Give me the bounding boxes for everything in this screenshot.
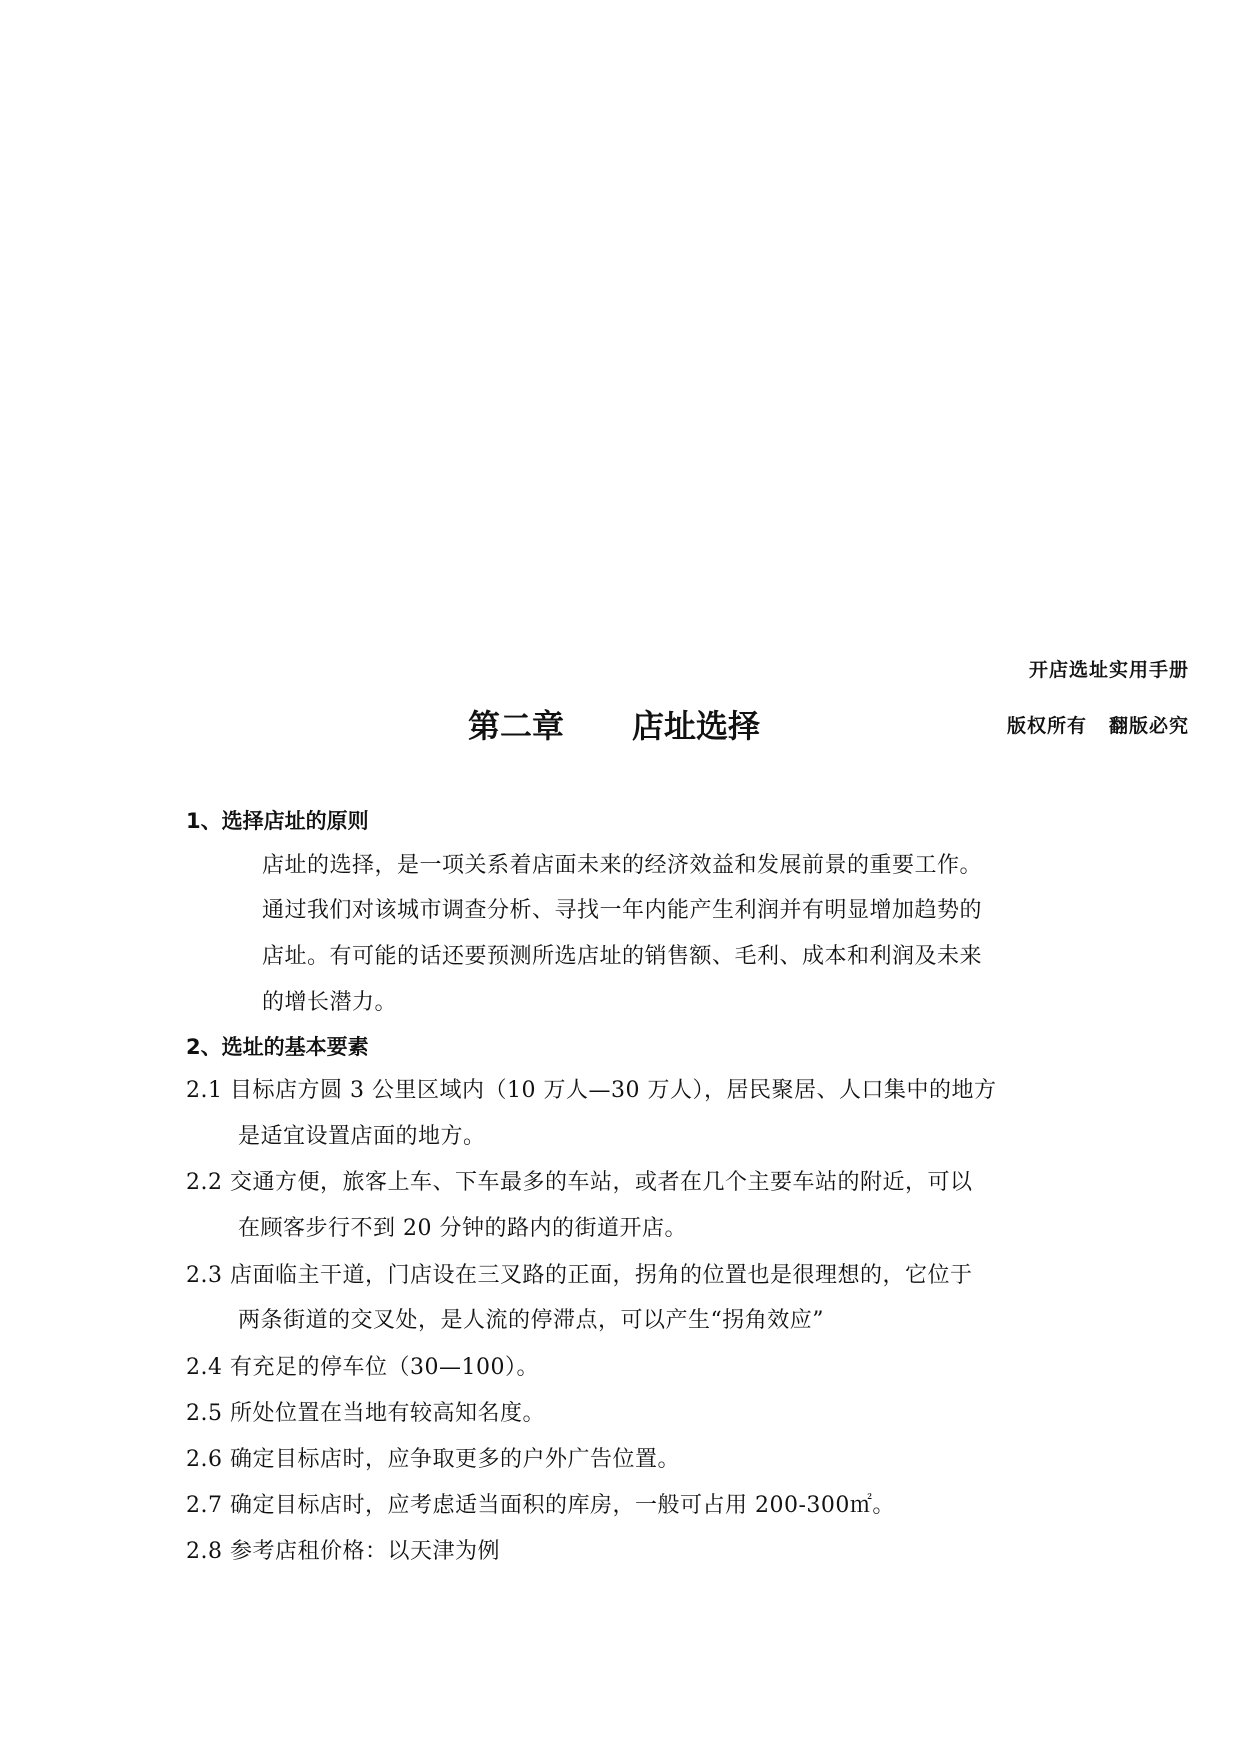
list-item: 2.6 确定目标店时，应争取更多的户外广告位置。 bbox=[186, 1447, 680, 1472]
list-item: 2.7 确定目标店时，应考虑适当面积的库房，一般可占用 200-300㎡。 bbox=[186, 1493, 895, 1518]
list-item: 2.5 所处位置在当地有较高知名度。 bbox=[186, 1401, 545, 1426]
list-item: 2.4 有充足的停车位（30—100）。 bbox=[186, 1355, 539, 1380]
paragraph-line: 的增长潜力。 bbox=[262, 990, 398, 1015]
manual-title: 开店选址实用手册 bbox=[1028, 659, 1189, 681]
section-heading: 1、选择店址的原则 bbox=[186, 809, 369, 833]
list-item-continuation: 在顾客步行不到 20 分钟的路内的街道开店。 bbox=[238, 1216, 687, 1241]
chapter-heading bbox=[468, 701, 760, 747]
list-item-continuation: 两条街道的交叉处，是人流的停滞点，可以产生“拐角效应” bbox=[238, 1308, 824, 1333]
copyright-left: 版权所有 bbox=[1006, 715, 1087, 737]
chapter-title: 店址选择 bbox=[632, 707, 761, 745]
section-heading: 2、选址的基本要素 bbox=[186, 1035, 369, 1059]
list-item: 2.8 参考店租价格：以天津为例 bbox=[186, 1539, 500, 1564]
copyright-notice bbox=[1007, 711, 1189, 738]
list-item-continuation: 是适宜设置店面的地方。 bbox=[238, 1124, 486, 1149]
copyright-right: 翻版必究 bbox=[1108, 715, 1189, 737]
paragraph-line: 店址的选择，是一项关系着店面未来的经济效益和发展前景的重要工作。 bbox=[262, 853, 983, 878]
paragraph-line: 店址。有可能的话还要预测所选店址的销售额、毛利、成本和利润及未来 bbox=[262, 944, 983, 969]
chapter-number: 第二章 bbox=[468, 707, 565, 745]
list-item: 2.1 目标店方圆 3 公里区域内（10 万人—30 万人），居民聚居、人口集中的地方 bbox=[186, 1078, 997, 1103]
paragraph-line: 通过我们对该城市调查分析、寻找一年内能产生利润并有明显增加趋势的 bbox=[262, 898, 983, 923]
list-item: 2.2 交通方便，旅客上车、下车最多的车站，或者在几个主要车站的附近，可以 bbox=[186, 1170, 973, 1195]
list-item: 2.3 店面临主干道，门店设在三叉路的正面，拐角的位置也是很理想的，它位于 bbox=[186, 1263, 973, 1288]
